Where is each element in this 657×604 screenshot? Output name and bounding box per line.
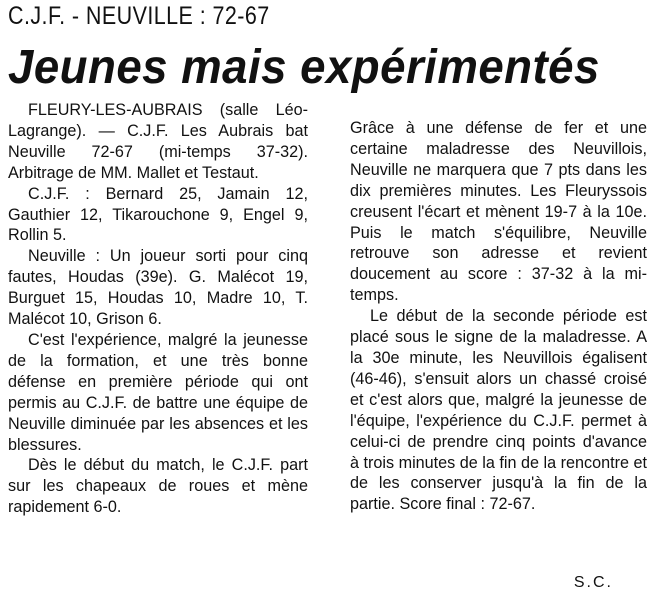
intro-paragraph: FLEURY-LES-AUBRAIS (salle Léo-Lagrange). — C.J.F. Les Aubrais bat Neuville 72-67 (mi-temps 37-32). Arbitrage de MM. Mallet et Testaut. [8, 101, 308, 182]
second-half-paragraph: Le début de la seconde période est placé sous le signe de la maladresse. A la 30e minute, les Neuvillois égalisent (46-46), s'ensuit alors un chassé croisé et c'est alors que, malgré la jeunesse de l'équipe, l'expérience du C.J.F. permet à celui-ci de prendre cinq points d'avance à trois minutes de la fin de la rencontre et de les conserver jusqu'à la fin de la partie. Score final : 72-67. [350, 307, 647, 514]
article-headline: Jeunes mais expérimentés [8, 41, 600, 94]
summary-paragraph: C'est l'expérience, malgré la jeunesse de la formation, et une très bonne défense en première période qui ont permis au C.J.F. de battre une équipe de Neuville diminuée par les absences et les blessures. [8, 330, 308, 454]
author-signature: S.C. [573, 574, 613, 591]
neuville-scorers-paragraph: Neuville : Un joueur sorti pour cinq fautes, Houdas (39e). G. Malécot 19, Burguet 15, Houdas 10, Madre 10, T. Malécot 10, Grison 6. [8, 247, 308, 329]
first-half-paragraph: Grâce à une défense de fer et une certaine maladresse des Neuvillois, Neuville ne marquera que 7 pts dans les dix premières minutes. Les Fleuryssois creusent l'écart et mènent 19-7 à la 10e. Puis le match s'équilibre, Neuville retrouve son adresse et revient doucement au score : 37-32 à la mi-temps. [350, 119, 647, 305]
cjf-scorers-paragraph: C.J.F. : Bernard 25, Jamain 12, Gauthier 12, Tikarouchone 9, Engel 9, Rollin 5. [8, 184, 308, 245]
left-column [8, 100, 308, 518]
right-column [350, 118, 647, 515]
match-start-paragraph: Dès le début du match, le C.J.F. part sur les chapeaux de roues et mène rapidement 6-0. [8, 456, 308, 517]
match-kicker: C.J.F. - NEUVILLE : 72-67 [8, 2, 270, 30]
